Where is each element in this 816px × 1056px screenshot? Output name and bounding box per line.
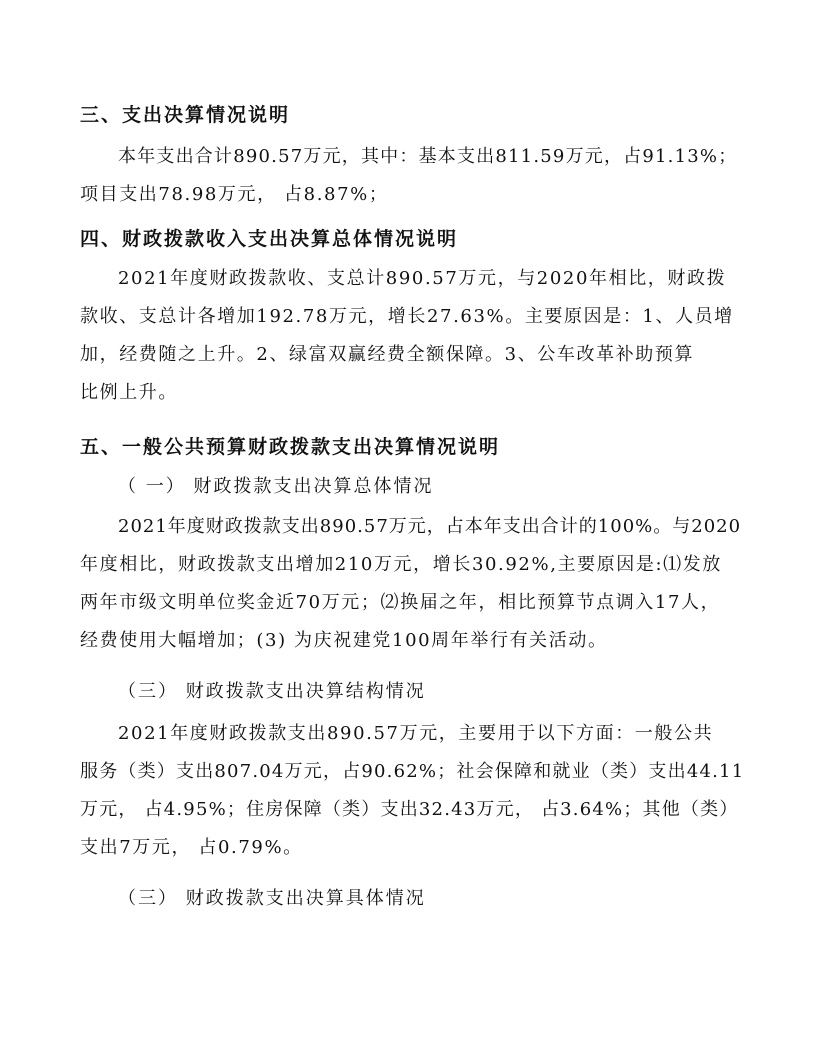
subsection-2-title: （三） 财政拨款支出决算结构情况: [118, 681, 426, 702]
subsection-1-paragraph: [80, 508, 744, 660]
paragraph-line: 服务（类）支出807.04万元，占90.62%；社会保障和就业（类）支出44.11: [80, 761, 745, 782]
paragraph-line: 比例上升。: [80, 382, 178, 403]
paragraph-line: 2021年度财政拨款支出890.57万元，占本年支出合计的100%。与2020: [118, 516, 742, 537]
paragraph-line: 万元， 占4.95%；住房保障（类）支出32.43万元， 占3.64%；其他（类）: [80, 799, 739, 820]
paragraph-line: 支出7万元， 占0.79%。: [80, 837, 303, 858]
paragraph-line: 2021年度财政拨款支出890.57万元，主要用于以下方面：一般公共: [118, 723, 714, 744]
section-3-heading: 三、支出决算情况说明: [80, 104, 291, 126]
section-4-heading: 四、财政拨款收入支出决算总体情况说明: [80, 228, 459, 250]
paragraph-line: 加，经费随之上升。2、绿富双赢经费全额保障。3、公车改革补助预算: [80, 344, 695, 365]
subsection-1-title: （ 一） 财政拨款支出决算总体情况: [118, 476, 434, 497]
paragraph-line: 两年市级文明单位奖金近70万元；⑵换届之年，相比预算节点调入17人，: [80, 592, 721, 613]
paragraph-line: 本年支出合计890.57万元，其中：基本支出811.59万元，占91.13%；: [118, 146, 738, 167]
section-4-paragraph: [80, 260, 744, 412]
paragraph-line: 经费使用大幅增加；(3) 为庆祝建党100周年举行有关活动。: [80, 630, 608, 651]
paragraph-line: 款收、支总计各增加192.78万元，增长27.63%。主要原因是：1、人员增: [80, 306, 734, 327]
paragraph-line: 项目支出78.98万元， 占8.87%；: [80, 184, 389, 205]
paragraph-line: 2021年度财政拨款收、支总计890.57万元，与2020年相比，财政拨: [118, 268, 727, 289]
subsection-3-title: （三） 财政拨款支出决算具体情况: [118, 888, 426, 909]
subsection-2-paragraph: [80, 715, 744, 867]
section-5-heading: 五、一般公共预算财政拨款支出决算情况说明: [80, 436, 501, 458]
section-3-paragraph: [80, 138, 744, 214]
paragraph-line: 年度相比，财政拨款支出增加210万元，增长30.92%,主要原因是:⑴发放: [80, 554, 722, 575]
